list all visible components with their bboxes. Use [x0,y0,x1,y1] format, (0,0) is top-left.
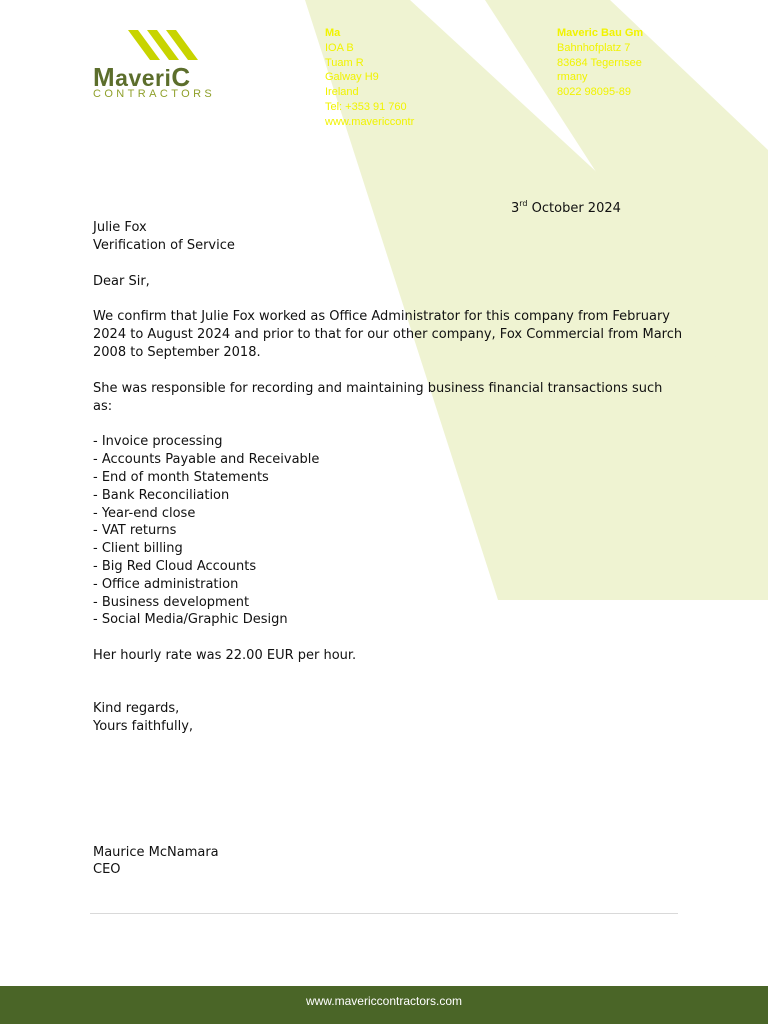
date-ordinal-suffix: rd [519,199,528,208]
address-germany [557,26,643,100]
closing-regards: Kind regards, [93,700,180,716]
logo-letter-m: M [93,62,116,92]
paragraph-responsibilities: She was responsible for recording and maintaining business financial transactions such as: [93,380,663,414]
logo-letters-mid: averi [115,65,172,91]
list-item: - Office administration [93,576,239,592]
address-de-phone: 8022 98095-89 [557,86,632,99]
address-ie-line: Tuam R [325,56,364,69]
recipient-name: Julie Fox [93,220,147,235]
footer-website-link[interactable]: www.mavericcontractors.com [305,994,463,1008]
list-item: - Big Red Cloud Accounts [93,558,257,574]
signer-title: CEO [93,862,121,878]
company-logo-name [93,64,191,90]
address-de-country: rmany [557,71,588,84]
logo-subtitle: CONTRACTORS [93,88,216,100]
closing-faithfully: Yours faithfully, [93,718,194,734]
hourly-rate: Her hourly rate was 22.00 EUR per hour. [93,648,357,664]
list-item: - End of month Statements [93,469,269,485]
list-item: - Accounts Payable and Receivable [93,452,320,468]
signer-name: Maurice McNamara [93,844,219,860]
letter-subject: Verification of Service [93,237,235,253]
address-de-line: 83684 Tegernsee [557,56,642,69]
address-de-company: Maveric Bau Gm [557,27,644,39]
list-item: - Year-end close [93,505,196,521]
address-ie-line: Galway H9 [325,71,379,84]
address-de-line: Bahnhofplatz 7 [557,41,631,54]
salutation: Dear Sir, [93,273,150,289]
list-item: - Bank Reconciliation [93,487,230,503]
list-item: - Social Media/Graphic Design [93,612,288,628]
list-item: - Invoice processing [93,434,223,450]
list-item: - VAT returns [93,523,177,539]
date-day: 3 [511,201,520,216]
logo-letter-c: C [171,62,191,92]
list-item: - Client billing [93,541,183,557]
address-ie-phone: Tel: +353 91 760 [325,100,407,113]
footer-bar [0,986,768,1024]
address-ireland [325,26,414,130]
address-ie-line: IOA B [325,41,354,54]
paragraph-confirmation: We confirm that Julie Fox worked as Office Administrator for this company from February 2024 to August 2024 and prior to that for our other company, Fox Commercial from March 2008 to September 2018. [93,309,683,360]
footer-divider [90,913,678,914]
address-ie-company: Ma [325,27,341,39]
address-ie-country: Ireland [325,86,359,99]
list-item: - Business development [93,594,250,610]
address-ie-website: www.mavericcontr [325,115,415,128]
duties-list [93,433,683,629]
date-month-year: October 2024 [527,201,621,216]
letter-body [93,200,683,879]
